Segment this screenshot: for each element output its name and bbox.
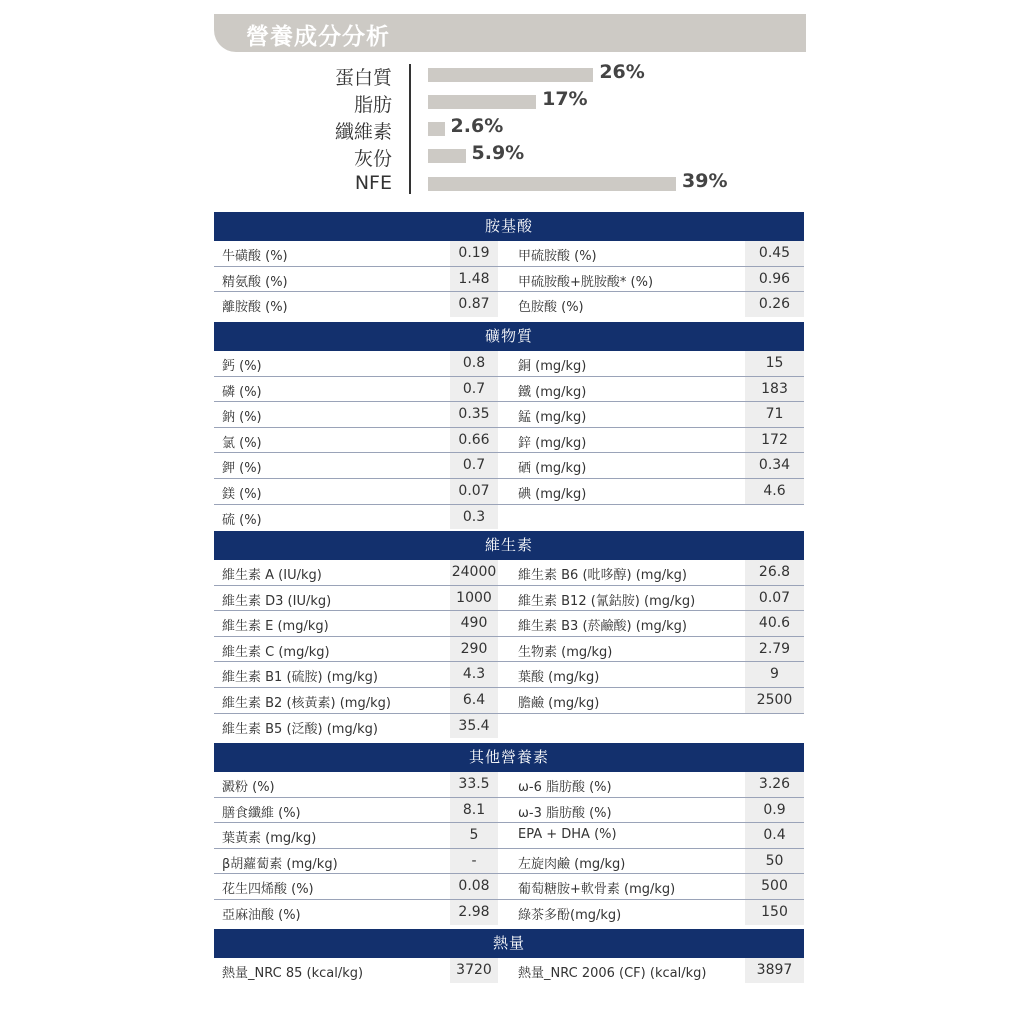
- nutrient-value: 2.98: [450, 900, 498, 925]
- analysis-bar-chart: [214, 58, 806, 200]
- nutrient-section: [214, 322, 804, 529]
- nutrient-value: 9: [745, 662, 804, 687]
- table-row: [214, 428, 804, 454]
- chart-row: [214, 142, 806, 169]
- section-header: 熱量: [214, 929, 804, 958]
- nutrient-value: 172: [745, 428, 804, 453]
- table-row: [214, 402, 804, 428]
- chart-category-label: 蛋白質: [334, 67, 392, 89]
- nutrient-name: 維生素 B1 (硫胺) (mg/kg): [222, 670, 378, 686]
- nutrient-name: 氯 (%): [222, 435, 262, 451]
- nutrient-name: 硫 (%): [222, 512, 262, 528]
- nutrient-name: 錳 (mg/kg): [518, 410, 587, 426]
- nutrient-value: 0.87: [450, 292, 498, 317]
- nutrient-name: 離胺酸 (%): [222, 300, 288, 316]
- table-row: [214, 611, 804, 637]
- nutrient-name: 亞麻油酸 (%): [222, 907, 301, 923]
- table-row: [214, 351, 804, 377]
- nutrient-value: 35.4: [450, 714, 498, 739]
- nutrient-name: 維生素 B6 (吡哆醇) (mg/kg): [518, 568, 687, 583]
- nutrient-value: 0.3: [450, 505, 498, 530]
- nutrient-name: 葉黃素 (mg/kg): [222, 831, 317, 847]
- nutrient-value: 183: [745, 377, 804, 402]
- nutrient-value: 4.6: [745, 479, 804, 504]
- chart-bar: [428, 122, 445, 136]
- nutrient-value: 1000: [450, 586, 498, 611]
- nutrient-value: 0.9: [745, 798, 804, 823]
- table-row: [214, 292, 804, 317]
- nutrient-name: 磷 (%): [222, 384, 262, 400]
- nutrient-value: 3897: [745, 958, 804, 983]
- nutrient-name: 鉀 (%): [222, 461, 262, 477]
- table-row: [214, 798, 804, 824]
- table-row: [214, 900, 804, 925]
- section-header: 其他營養素: [214, 743, 804, 772]
- nutrient-name: ω-3 脂肪酸 (%): [518, 805, 612, 821]
- nutrient-name: 鎂 (%): [222, 486, 262, 502]
- nutrient-name: 維生素 E (mg/kg): [222, 619, 329, 635]
- nutrient-value: -: [450, 849, 498, 874]
- nutrient-name: 維生素 C (mg/kg): [222, 644, 330, 660]
- chart-row: [214, 61, 806, 88]
- nutrient-name: 維生素 B12 (氰鈷胺) (mg/kg): [518, 593, 696, 609]
- table-row: [214, 714, 804, 739]
- nutrient-name: 精氨酸 (%): [222, 274, 288, 290]
- table-row: [214, 586, 804, 612]
- section-table: [214, 560, 804, 738]
- nutrient-name: 澱粉 (%): [222, 780, 275, 795]
- nutrient-value: 0.45: [745, 241, 804, 266]
- chart-row: [214, 115, 806, 142]
- chart-value-label: 39%: [682, 170, 728, 192]
- chart-value-label: 5.9%: [471, 142, 525, 164]
- table-row: [214, 479, 804, 505]
- nutrient-value: 40.6: [745, 611, 804, 636]
- table-row: [214, 772, 804, 798]
- nutrient-value: 24000: [450, 560, 498, 585]
- nutrient-value: 50: [745, 849, 804, 874]
- table-row: [214, 958, 804, 983]
- nutrient-section: [214, 531, 804, 738]
- nutrient-value: 0.96: [745, 267, 804, 292]
- chart-row: [214, 88, 806, 115]
- nutrient-value: 0.19: [450, 241, 498, 266]
- nutrient-section: [214, 929, 804, 983]
- table-row: [214, 241, 804, 267]
- nutrient-value: 500: [745, 874, 804, 899]
- nutrient-value: 3720: [450, 958, 498, 983]
- nutrient-name: 甲硫胺酸 (%): [518, 249, 597, 264]
- nutrient-name: 熱量_NRC 2006 (CF) (kcal/kg): [518, 966, 707, 981]
- nutrient-value: 0.07: [450, 479, 498, 504]
- nutrient-name: 熱量_NRC 85 (kcal/kg): [222, 966, 364, 981]
- table-row: [214, 823, 804, 849]
- chart-row: [214, 170, 806, 197]
- nutrient-name: 左旋肉鹼 (mg/kg): [518, 856, 626, 872]
- nutrient-name: 膽鹼 (mg/kg): [518, 695, 600, 711]
- table-row: [214, 377, 804, 403]
- table-row: [214, 453, 804, 479]
- nutrient-name: 鐵 (mg/kg): [518, 384, 587, 400]
- nutrient-name: 維生素 B3 (菸鹼酸) (mg/kg): [518, 619, 687, 635]
- chart-value-label: 26%: [599, 61, 645, 83]
- title-banner: [214, 14, 806, 52]
- nutrient-value: 0.35: [450, 402, 498, 427]
- table-row: [214, 505, 804, 530]
- chart-bar: [428, 149, 466, 163]
- nutrient-name: 葉酸 (mg/kg): [518, 670, 600, 686]
- nutrient-value: 8.1: [450, 798, 498, 823]
- nutrient-name: 色胺酸 (%): [518, 300, 584, 316]
- nutrient-name: 維生素 A (IU/kg): [222, 568, 322, 583]
- nutrient-name: 硒 (mg/kg): [518, 461, 587, 477]
- section-table: [214, 241, 804, 317]
- nutrient-value: 6.4: [450, 688, 498, 713]
- section-table: [214, 351, 804, 529]
- nutrient-name: 牛磺酸 (%): [222, 249, 288, 264]
- nutrient-name: 維生素 B2 (核黃素) (mg/kg): [222, 695, 391, 711]
- nutrient-value: 150: [745, 900, 804, 925]
- nutrient-name: 花生四烯酸 (%): [222, 882, 314, 898]
- table-row: [214, 874, 804, 900]
- section-table: [214, 772, 804, 925]
- nutrient-value: 15: [745, 351, 804, 376]
- nutrient-value: 0.8: [450, 351, 498, 376]
- nutrient-value: 0.7: [450, 453, 498, 478]
- nutrient-value: 1.48: [450, 267, 498, 292]
- nutrient-value: 4.3: [450, 662, 498, 687]
- table-row: [214, 560, 804, 586]
- nutrient-value: 290: [450, 637, 498, 662]
- nutrient-value: 2.79: [745, 637, 804, 662]
- section-header: 胺基酸: [214, 212, 804, 241]
- chart-category-label: NFE: [354, 172, 392, 194]
- nutrient-name: 銅 (mg/kg): [518, 359, 587, 374]
- nutrient-value: 0.4: [745, 823, 804, 848]
- table-row: [214, 267, 804, 293]
- nutrient-section: [214, 743, 804, 925]
- table-row: [214, 849, 804, 875]
- nutrient-name: 鈣 (%): [222, 359, 262, 374]
- nutrient-value: 33.5: [450, 772, 498, 797]
- nutrient-name: EPA + DHA (%): [518, 827, 617, 843]
- page-title: 營養成分分析: [246, 24, 390, 50]
- section-header: 礦物質: [214, 322, 804, 351]
- nutrient-name: 膳食纖維 (%): [222, 805, 301, 821]
- nutrient-value: 0.07: [745, 586, 804, 611]
- nutrient-value: 3.26: [745, 772, 804, 797]
- nutrient-name: 甲硫胺酸+胱胺酸* (%): [518, 274, 654, 290]
- nutrient-value: 0.66: [450, 428, 498, 453]
- table-row: [214, 688, 804, 714]
- table-row: [214, 637, 804, 663]
- nutrient-name: 維生素 B5 (泛酸) (mg/kg): [222, 721, 378, 737]
- chart-category-label: 纖維素: [334, 121, 392, 143]
- nutrient-section: [214, 212, 804, 317]
- section-header: 維生素: [214, 531, 804, 560]
- nutrient-name: 葡萄糖胺+軟骨素 (mg/kg): [518, 882, 676, 898]
- nutrient-value: 0.26: [745, 292, 804, 317]
- chart-value-label: 2.6%: [450, 115, 504, 137]
- nutrient-name: 碘 (mg/kg): [518, 486, 587, 502]
- chart-bar: [428, 95, 536, 109]
- chart-category-label: 脂肪: [353, 94, 392, 116]
- nutrient-value: 0.7: [450, 377, 498, 402]
- nutrient-value: 71: [745, 402, 804, 427]
- nutrient-name: 綠茶多酚(mg/kg): [518, 907, 622, 923]
- nutrient-value: 2500: [745, 688, 804, 713]
- nutrient-value: 0.34: [745, 453, 804, 478]
- nutrient-value: 0.08: [450, 874, 498, 899]
- chart-value-label: 17%: [542, 88, 588, 110]
- nutrient-name: 鈉 (%): [222, 410, 262, 426]
- section-table: [214, 958, 804, 983]
- nutrient-value: 5: [450, 823, 498, 848]
- nutrient-value: 490: [450, 611, 498, 636]
- nutrient-name: 生物素 (mg/kg): [518, 644, 613, 660]
- nutrient-value: 26.8: [745, 560, 804, 585]
- nutrient-name: 鋅 (mg/kg): [518, 435, 587, 451]
- nutrient-name: ω-6 脂肪酸 (%): [518, 780, 612, 795]
- table-row: [214, 662, 804, 688]
- chart-bar: [428, 68, 593, 82]
- chart-category-label: 灰份: [353, 148, 392, 170]
- nutrient-name: β胡蘿蔔素 (mg/kg): [222, 856, 338, 872]
- chart-bar: [428, 177, 676, 191]
- nutrient-name: 維生素 D3 (IU/kg): [222, 593, 332, 609]
